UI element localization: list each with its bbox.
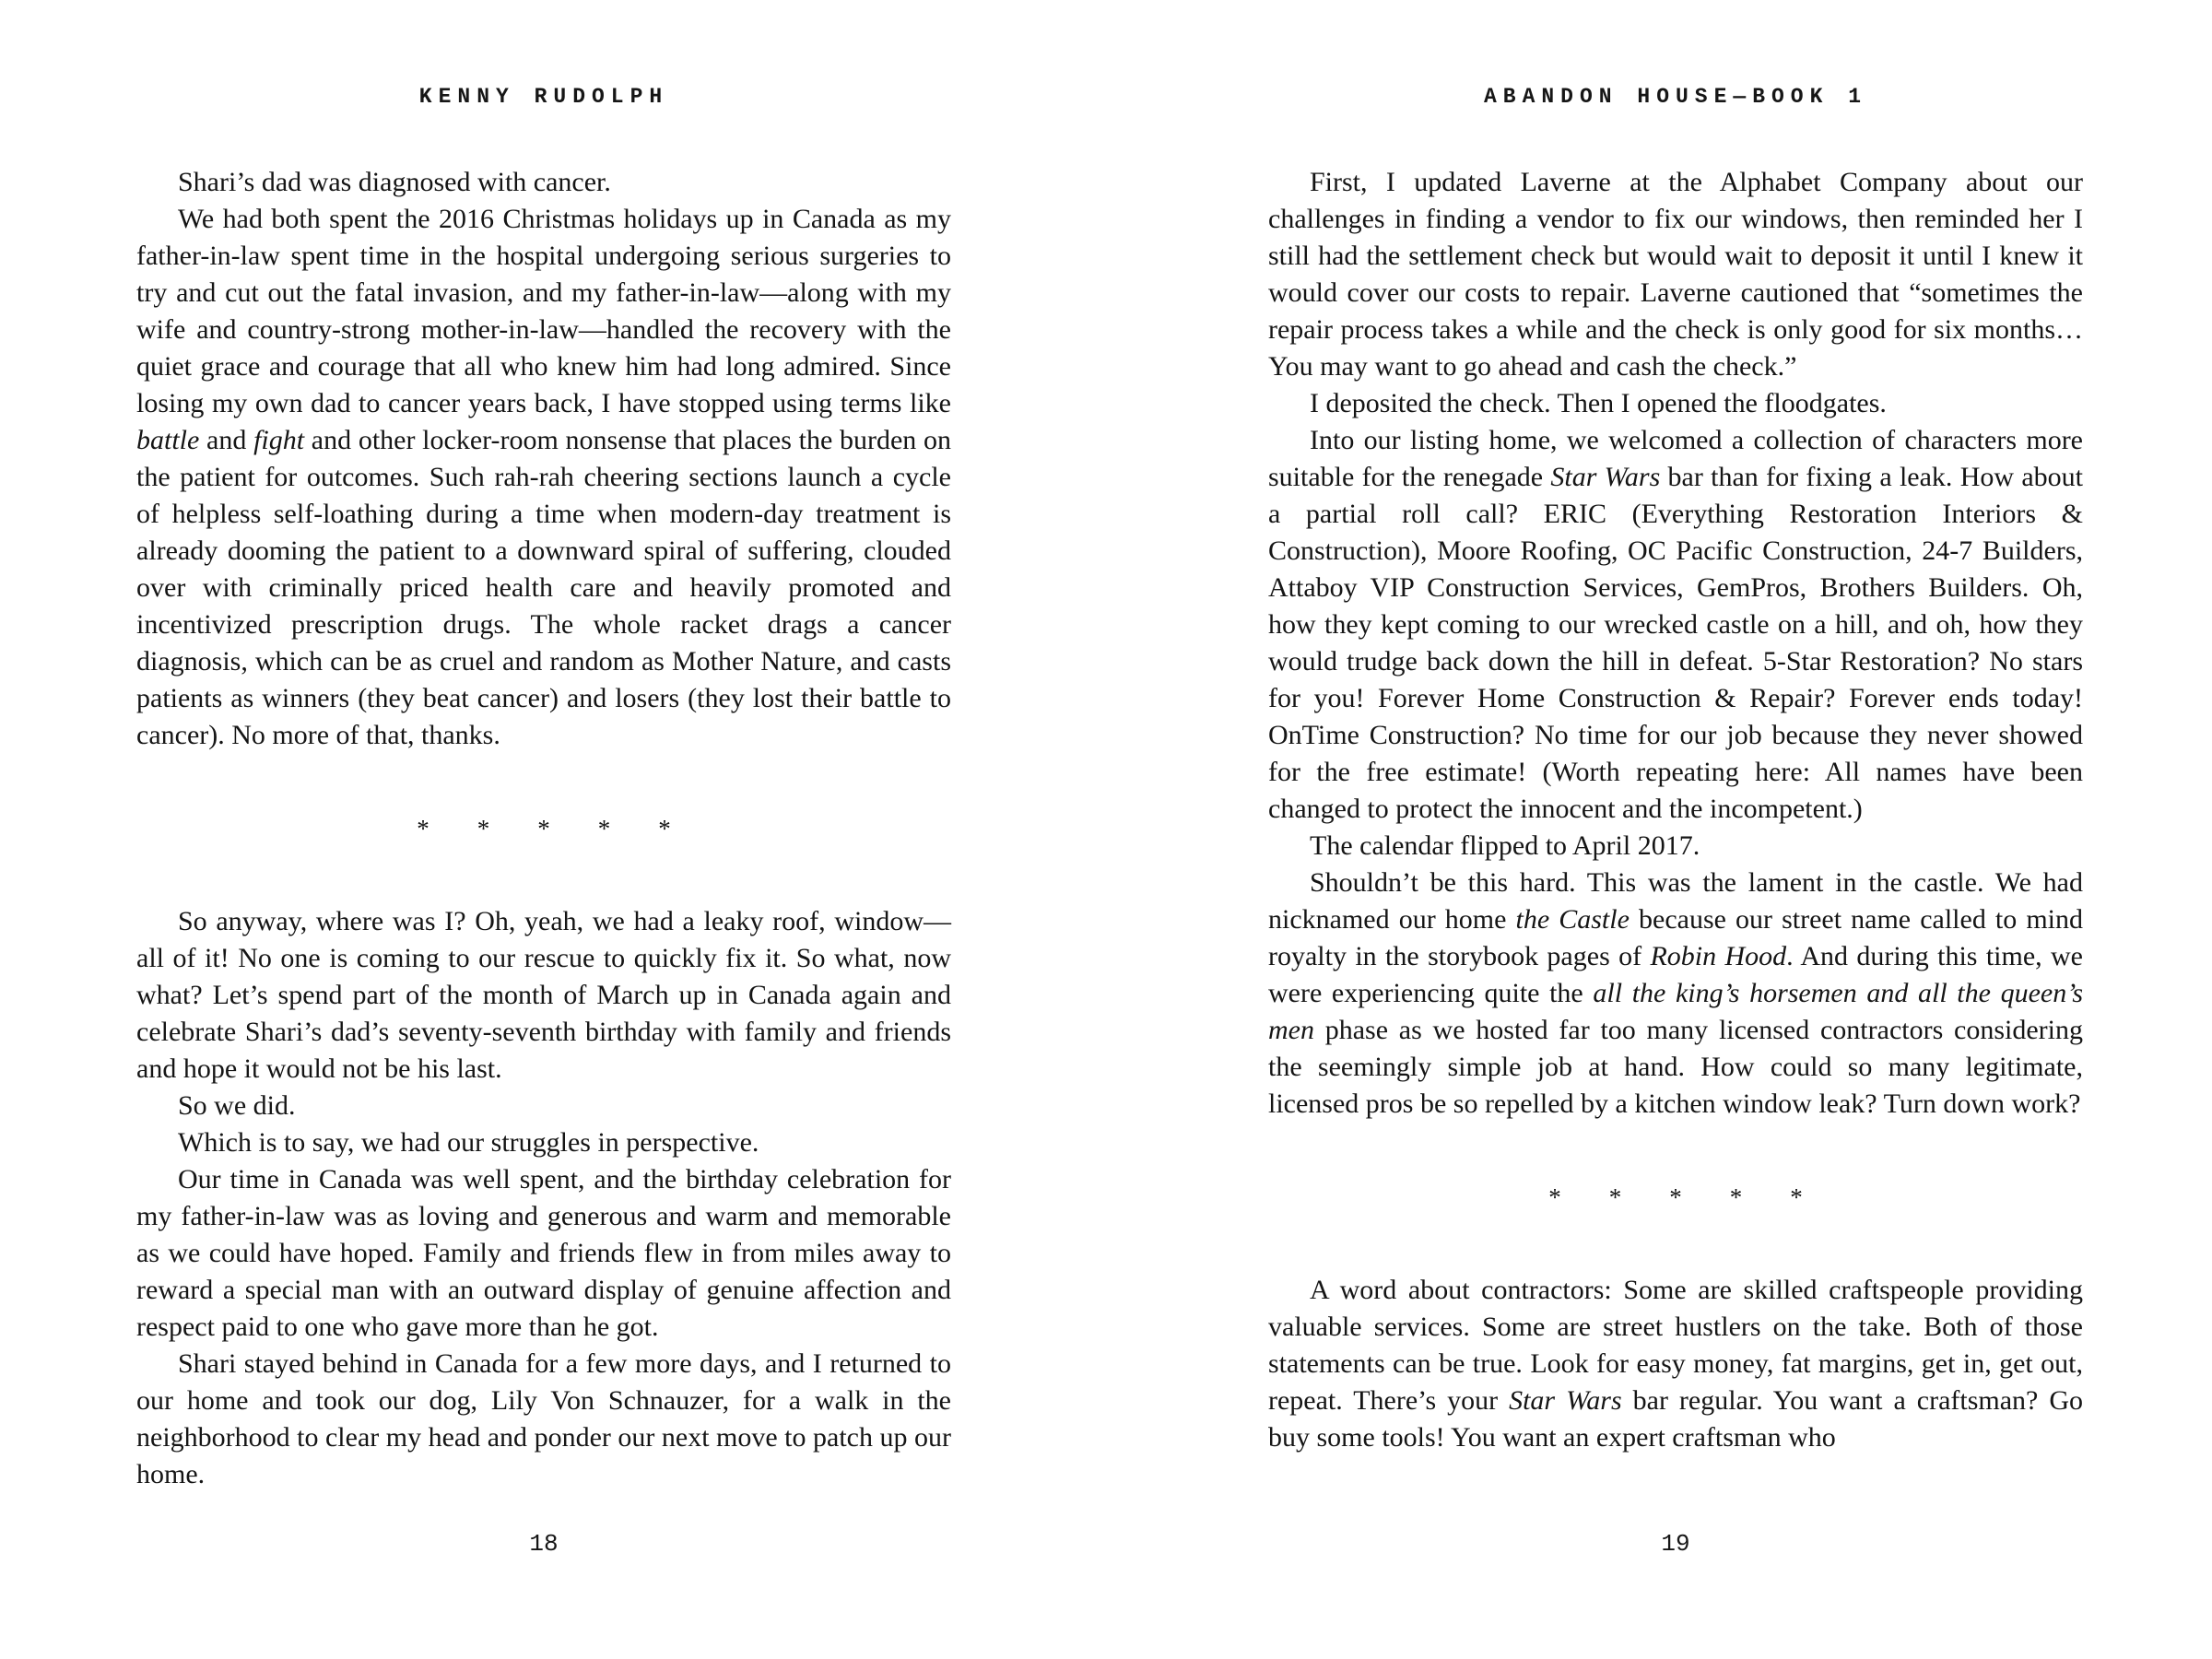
- text-run: Shouldn’t be this hard. This was the lament in the castle. We had nicknamed our home: [1268, 867, 2083, 935]
- body-paragraph: [1268, 828, 2083, 865]
- italic-text-run: Star Wars: [1509, 1385, 1622, 1416]
- asterisk-icon: *: [1790, 1183, 1803, 1211]
- body-paragraph: [136, 201, 951, 754]
- text-run: because our street name called to mind royalty in the storybook pages of: [1268, 904, 2083, 971]
- body-paragraph: [136, 164, 951, 201]
- text-run: A word about contractors: Some are skilled craftspeople providing valuable services. Some are street hustlers on the take. Both of those statements can be true. Look for easy money, fat margins, get in, get out, repeat. There’s your: [1268, 1275, 2083, 1416]
- asterisk-icon: *: [1729, 1183, 1743, 1211]
- text-run: phase as we hosted far too many licensed contractors considering the seemingly simple job at hand. How could so many legitimate, licensed pros be so repelled by a kitchen window leak? Turn down work?: [1268, 1015, 2083, 1119]
- italic-text-run: Robin Hood: [1650, 941, 1787, 971]
- asterisk-icon: *: [1669, 1183, 1682, 1211]
- text-run: bar than for fixing a leak. How about a partial roll call? ERIC (Everything Restoration Interiors & Construction), Moore Roofing, OC Pacific Construction, 24-7 Builders, Attaboy VIP Construction Services, GemPros, Brothers Builders. Oh, how they kept coming to our wrecked castle on a hill, and oh, how they would trudge back down the hill in defeat. 5-Star Restoration? No stars for you! Forever Home Construction & Repair? Forever ends today! OnTime Construction? No time for our job because they never showed for the free estimate! (Worth repeating here: All names have been changed to protect the innocent and the incompetent.): [1268, 462, 2083, 824]
- asterisk-icon: *: [417, 815, 429, 842]
- running-header-author: KENNY RUDOLPH: [418, 85, 669, 109]
- page-right-body-text: [1268, 164, 2083, 1456]
- text-run: Our time in Canada was well spent, and the birthday celebration for my father-in-law was as loving and generous and warm and memorable as we could have hoped. Family and friends flew in from miles away to reward a special man with an outward display of genuine affection and respect paid to one who gave more than he got.: [136, 1164, 951, 1342]
- body-paragraph: [136, 903, 951, 1088]
- text-run: bar regular. You want a craftsman? Go buy some tools! You want an expert craftsman who: [1268, 1385, 2083, 1453]
- section-break: [1268, 1123, 2083, 1272]
- italic-text-run: battle: [136, 425, 200, 455]
- text-run: Shari stayed behind in Canada for a few more days, and I returned to our home and took our dog, Lily Von Schnauzer, for a walk in the neighborhood to clear my head and ponder our next move to patch up our home.: [136, 1348, 951, 1489]
- running-header-book-title: ABANDON HOUSE—BOOK 1: [1483, 85, 1868, 109]
- body-paragraph: [136, 1161, 951, 1346]
- text-run: First, I updated Laverne at the Alphabet Company about our challenges in finding a vendor to fix our windows, then reminded her I still had the settlement check but would wait to deposit it until I knew it would cover our costs to repair. Laverne cautioned that “sometimes the repair process takes a while and the check is only good for six months… You may want to go ahead and cash the check.”: [1268, 167, 2083, 382]
- page-right-content: [1106, 0, 2212, 1456]
- asterisk-icon: *: [1548, 1183, 1561, 1211]
- italic-text-run: Star Wars: [1550, 462, 1661, 492]
- text-run: So we did.: [178, 1090, 296, 1121]
- body-paragraph: [1268, 865, 2083, 1123]
- italic-text-run: all the king’s horsemen and all the queen’s men: [1268, 978, 2083, 1045]
- italic-text-run: the Castle: [1515, 904, 1630, 935]
- body-paragraph: [136, 1346, 951, 1493]
- asterisk-icon: *: [658, 815, 671, 842]
- page-number-left: 18: [529, 1530, 559, 1558]
- body-paragraph: [1268, 164, 2083, 385]
- asterisk-icon: *: [477, 815, 490, 842]
- text-run: Which is to say, we had our struggles in perspective.: [178, 1127, 759, 1158]
- page-number-right: 19: [1661, 1530, 1690, 1558]
- text-run: and other locker-room nonsense that places the burden on the patient for outcomes. Such rah-rah cheering sections launch a cycle of helpless self-loathing during a time when modern-day treatment is already dooming the patient to a downward spiral of suffering, clouded over with criminally priced health care and heavily promoted and incentivized prescription drugs. The whole racket drags a cancer diagnosis, which can be as cruel and random as Mother Nature, and casts patients as winners (they beat cancer) and losers (they lost their battle to cancer). No more of that, thanks.: [136, 425, 951, 750]
- body-paragraph: [1268, 422, 2083, 828]
- text-run: and: [199, 425, 254, 455]
- page-right: [1106, 0, 2212, 1659]
- body-paragraph: [1268, 385, 2083, 422]
- italic-text-run: fight: [253, 425, 305, 455]
- asterisk-icon: *: [597, 815, 611, 842]
- asterisk-icon: *: [1608, 1183, 1622, 1211]
- asterisk-icon: *: [537, 815, 550, 842]
- text-run: I deposited the check. Then I opened the floodgates.: [1310, 388, 1887, 418]
- text-run: The calendar flipped to April 2017.: [1310, 830, 1700, 861]
- page-left-content: [0, 0, 1106, 1493]
- body-paragraph: [136, 1088, 951, 1124]
- text-run: Into our listing home, we welcomed a collection of characters more suitable for the renegade: [1268, 425, 2083, 492]
- page-left-body-text: [136, 164, 951, 1493]
- text-run: . And during this time, we were experiencing quite the: [1268, 941, 2083, 1008]
- text-run: We had both spent the 2016 Christmas holidays up in Canada as my father-in-law spent time in the hospital undergoing serious surgeries to try and cut out the fatal invasion, and my father-in-law—along with my wife and country-strong mother-in-law—handled the recovery with the quiet grace and courage that all who knew him had long admired. Since losing my own dad to cancer years back, I have stopped using terms like: [136, 204, 951, 418]
- body-paragraph: [136, 1124, 951, 1161]
- body-paragraph: [1268, 1272, 2083, 1456]
- section-break: [136, 754, 951, 903]
- text-run: So anyway, where was I? Oh, yeah, we had a leaky roof, window—all of it! No one is coming to our rescue to quickly fix it. So what, now what? Let’s spend part of the month of March up in Canada again and celebrate Shari’s dad’s seventy-seventh birthday with family and friends and hope it would not be his last.: [136, 906, 951, 1084]
- text-run: Shari’s dad was diagnosed with cancer.: [178, 167, 611, 197]
